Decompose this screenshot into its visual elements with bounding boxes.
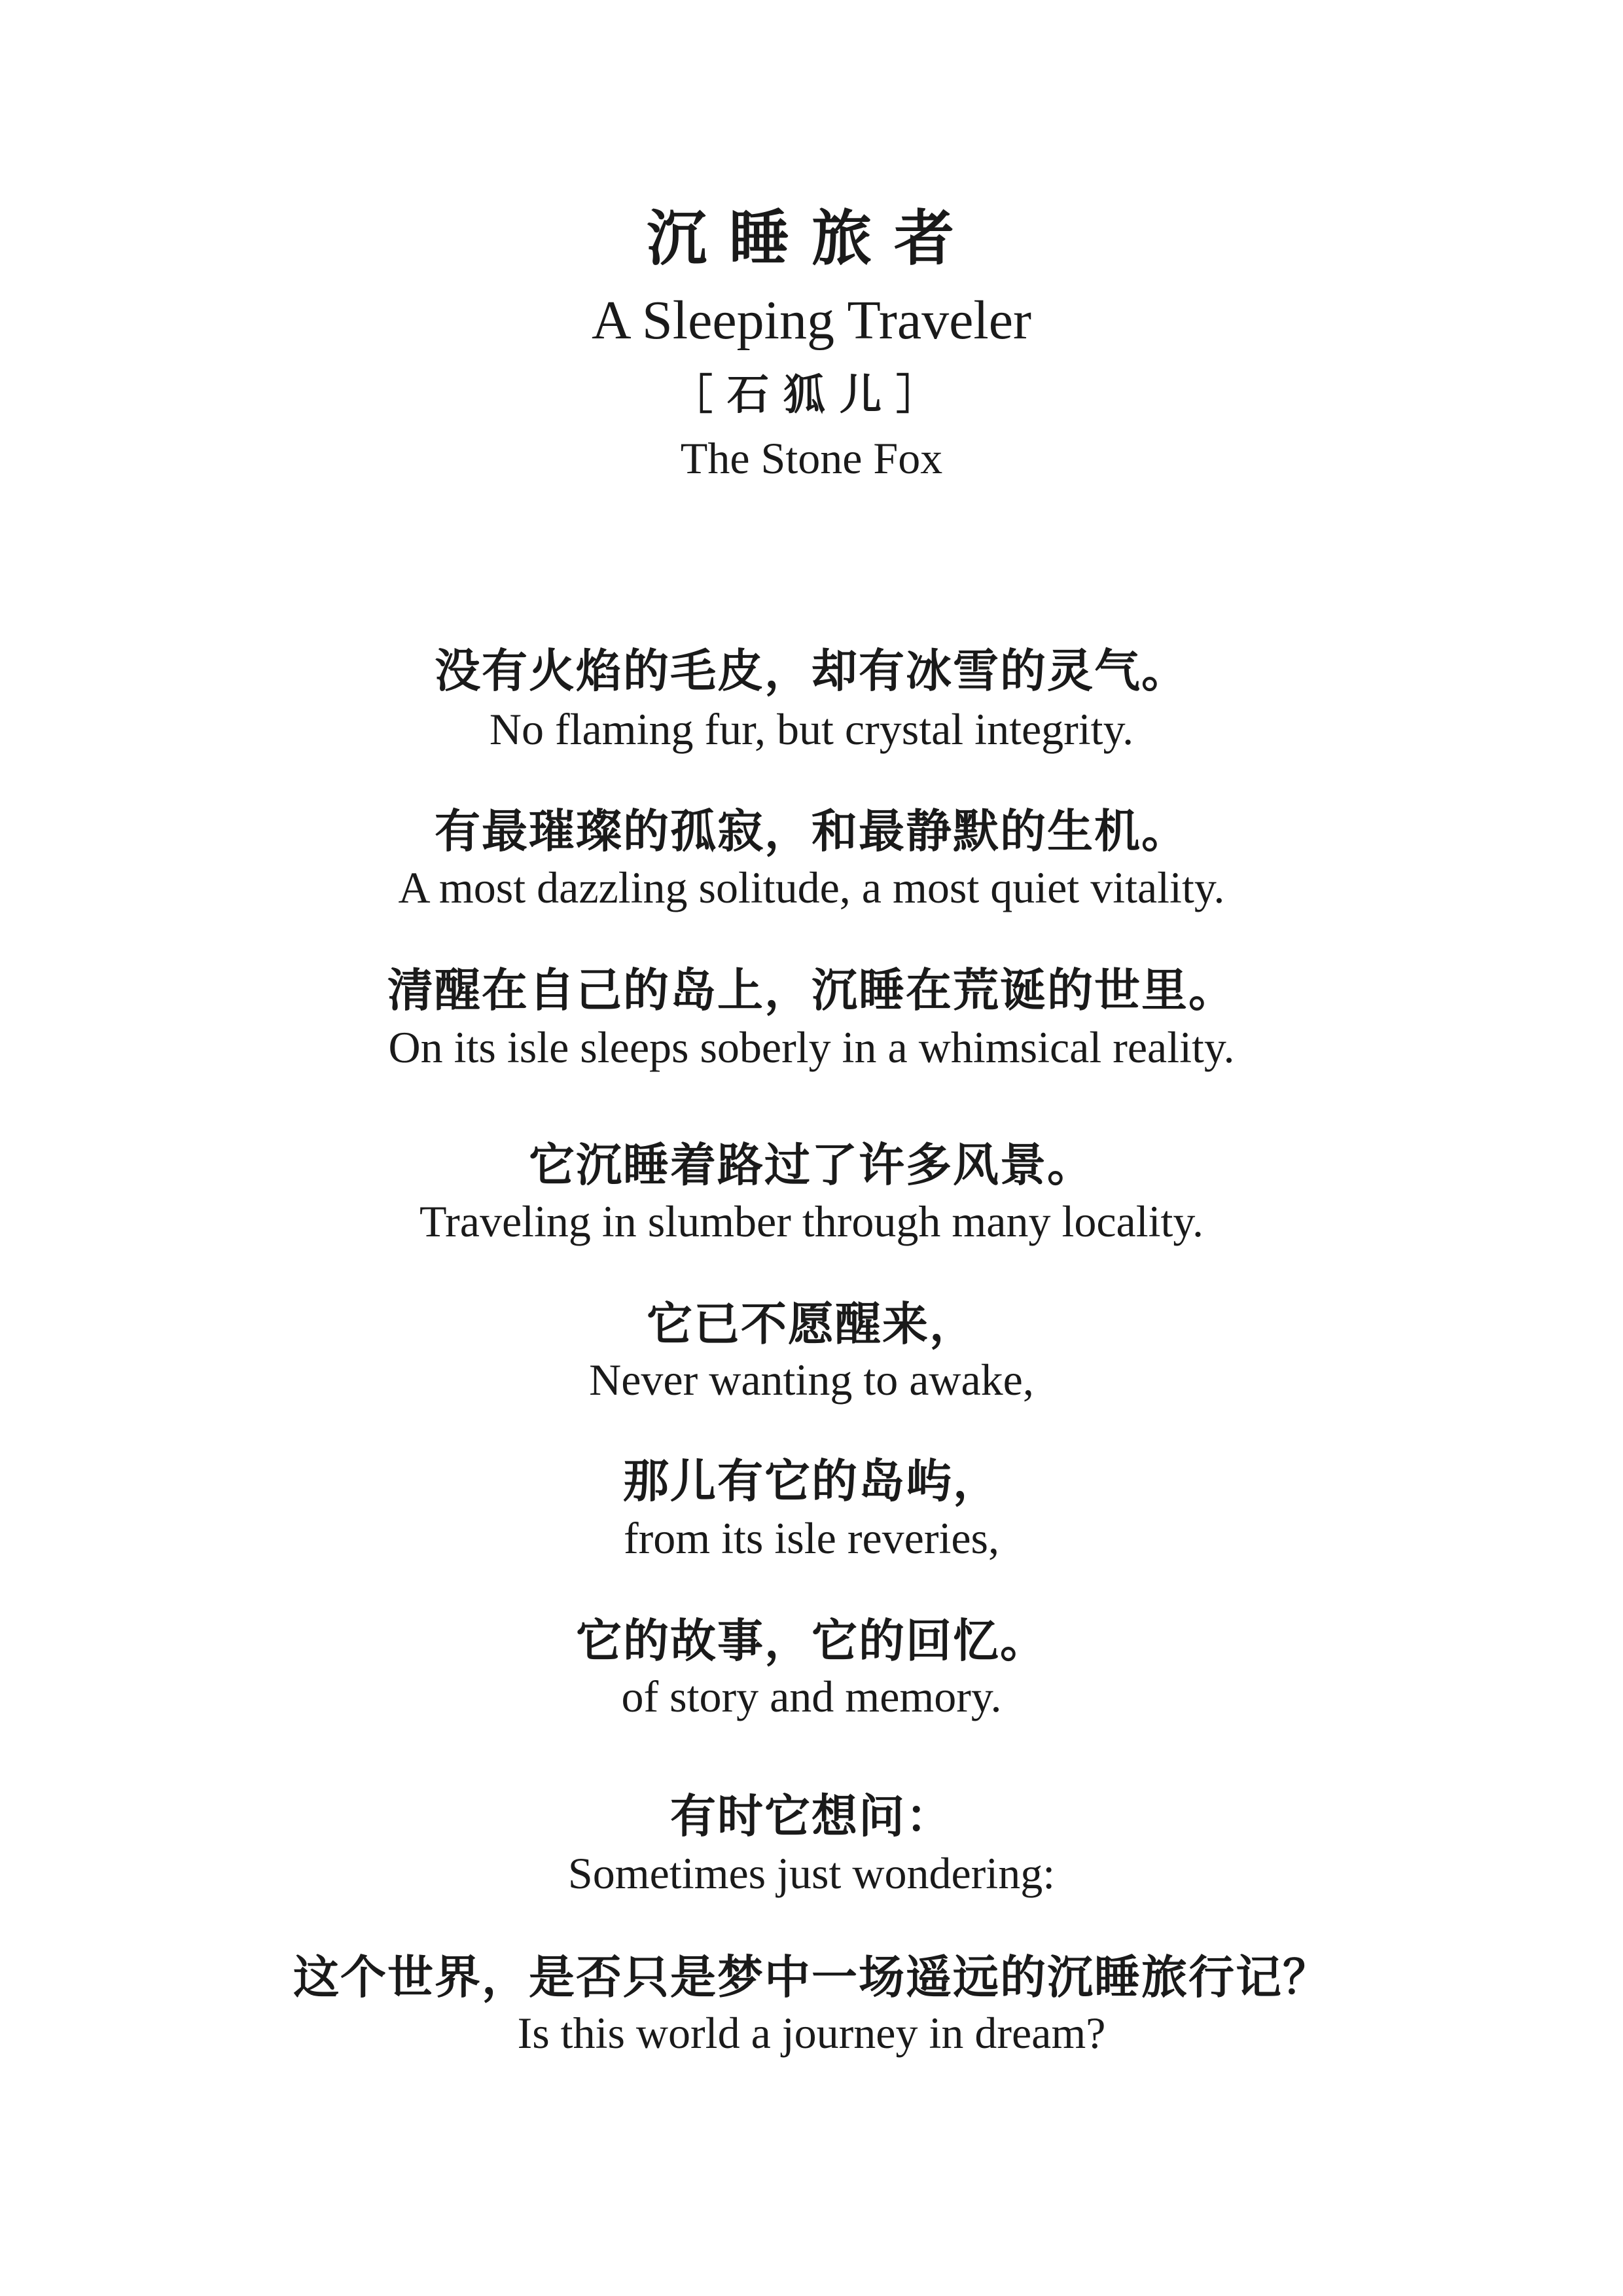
stanza-9-chinese: 这个世界，是否只是梦中一场遥远的沉睡旅行记？ — [293, 1950, 1330, 2004]
stanza-8-chinese: 有时它想问： — [670, 1789, 953, 1843]
stanza-5-english: Never wanting to awake, — [589, 1355, 1034, 1405]
stanza-3-chinese: 清醒在自己的岛上，沉睡在荒诞的世里。 — [387, 963, 1236, 1017]
stanza-1-english: No flaming fur, but crystal integrity. — [489, 704, 1134, 754]
stanza-1-chinese: 没有火焰的毛皮，却有冰雪的灵气。 — [435, 644, 1188, 698]
stanza-2-english: A most dazzling solitude, a most quiet vitality. — [398, 863, 1225, 912]
stanza-4-chinese: 它沉睡着路过了许多风景。 — [529, 1138, 1094, 1192]
poem-title-chinese: 沉睡旅者 — [646, 203, 976, 274]
stanza-2-chinese: 有最璀璨的孤寂，和最静默的生机。 — [435, 804, 1188, 858]
stanza-6-chinese: 那儿有它的岛屿， — [623, 1454, 1000, 1508]
poem-title-english: A Sleeping Traveler — [592, 290, 1031, 351]
stanza-6-english: from its isle reveries, — [623, 1513, 1000, 1563]
stanza-9-english: Is this world a journey in dream? — [517, 2008, 1106, 2058]
author-name-english: The Stone Fox — [680, 433, 943, 483]
stanza-4-english: Traveling in slumber through many locality. — [419, 1196, 1204, 1246]
stanza-5-chinese: 它已不愿醒来， — [647, 1297, 976, 1351]
author-name-chinese: ［石狐儿］ — [671, 370, 952, 420]
stanza-8-english: Sometimes just wondering: — [567, 1848, 1056, 1898]
stanza-7-chinese: 它的故事，它的回忆。 — [576, 1614, 1047, 1668]
stanza-7-english: of story and memory. — [621, 1672, 1002, 1721]
stanza-3-english: On its isle sleeps soberly in a whimsical reality. — [388, 1022, 1235, 1072]
